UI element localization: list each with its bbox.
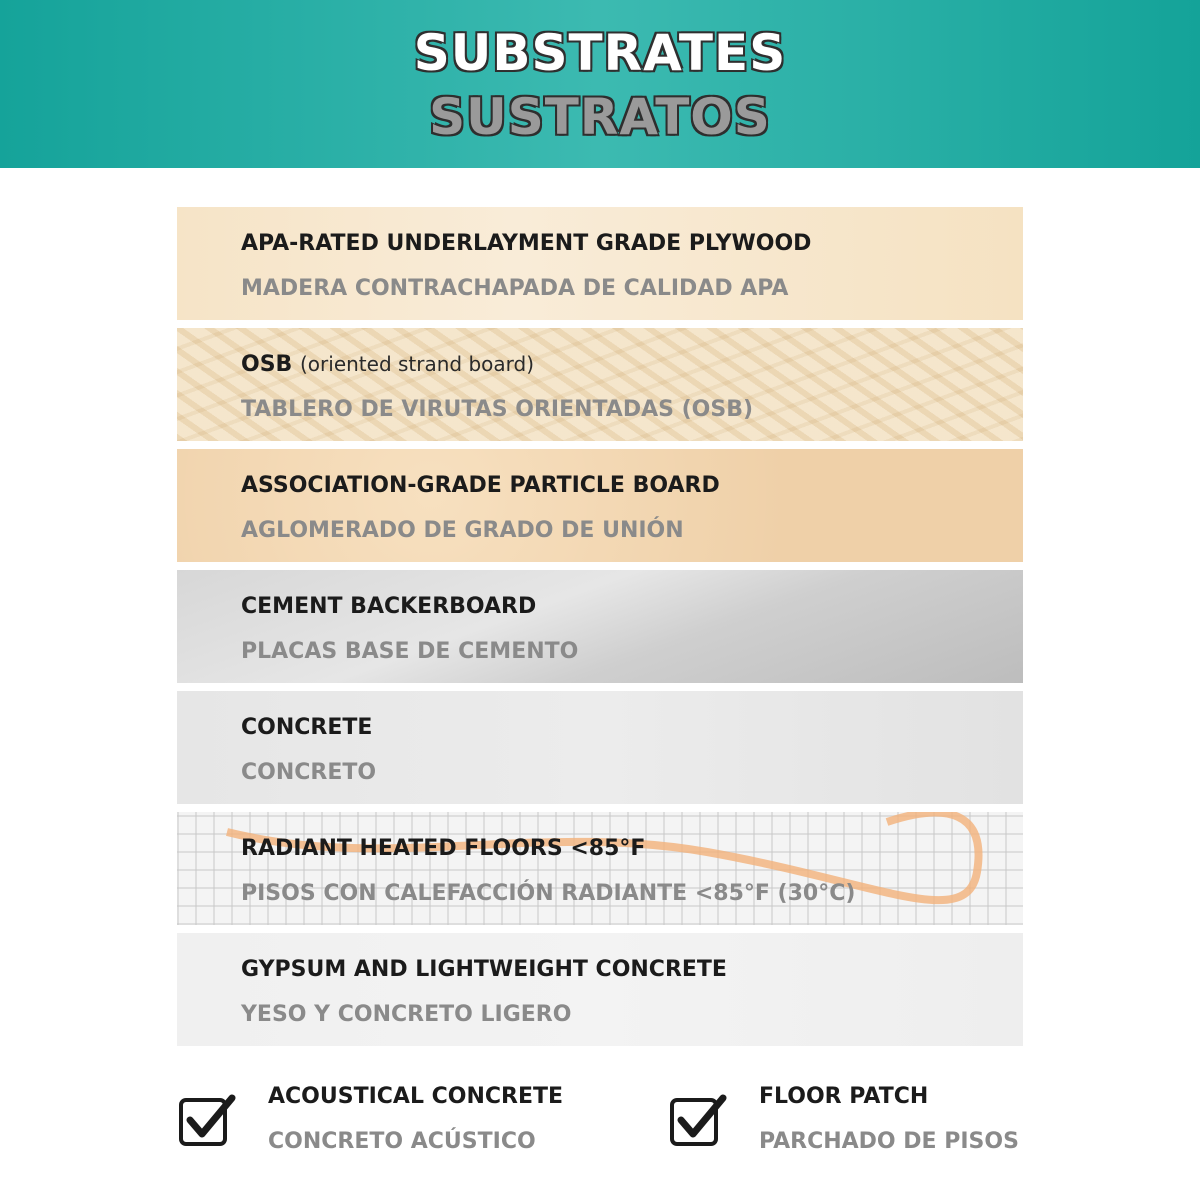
check-label-es: CONCRETO ACÚSTICO — [268, 1129, 536, 1154]
checkbox-checked-icon — [669, 1092, 727, 1150]
check-item-acoustical-concrete — [178, 1080, 598, 1160]
substrate-row-concrete — [177, 691, 1023, 804]
substrate-label-en-main: OSB — [241, 352, 293, 377]
substrate-label-en: RADIANT HEATED FLOORS <85°F — [241, 836, 646, 861]
substrate-label-es: AGLOMERADO DE GRADO DE UNIÓN — [241, 518, 684, 543]
checkbox-checked-icon — [178, 1092, 236, 1150]
substrate-row-radiant-heated — [177, 812, 1023, 925]
check-item-floor-patch — [669, 1080, 1029, 1160]
check-label-es: PARCHADO DE PISOS — [759, 1129, 1019, 1154]
page-title: SUBSTRATES — [413, 24, 787, 82]
substrate-label-en: CONCRETE — [241, 715, 373, 740]
substrate-label-es: PLACAS BASE DE CEMENTO — [241, 639, 579, 664]
substrate-row-osb — [177, 328, 1023, 441]
substrate-row-plywood — [177, 207, 1023, 320]
substrate-label-es: CONCRETO — [241, 760, 377, 785]
substrate-row-particle-board — [177, 449, 1023, 562]
substrate-label-en-note: (oriented strand board) — [300, 352, 535, 376]
substrate-label-en — [241, 352, 534, 377]
check-label-en: ACOUSTICAL CONCRETE — [268, 1084, 564, 1109]
substrate-label-es: TABLERO DE VIRUTAS ORIENTADAS (OSB) — [241, 397, 754, 422]
substrate-label-en: ASSOCIATION-GRADE PARTICLE BOARD — [241, 473, 720, 498]
substrate-label-es: YESO Y CONCRETO LIGERO — [241, 1002, 572, 1027]
substrate-row-gypsum — [177, 933, 1023, 1046]
substrate-row-cement-backerboard — [177, 570, 1023, 683]
substrate-label-en: GYPSUM AND LIGHTWEIGHT CONCRETE — [241, 957, 727, 982]
substrate-label-es: PISOS CON CALEFACCIÓN RADIANTE <85°F (30°C) — [241, 881, 856, 906]
substrate-label-en: APA-RATED UNDERLAYMENT GRADE PLYWOOD — [241, 231, 812, 256]
substrate-label-es: MADERA CONTRACHAPADA DE CALIDAD APA — [241, 276, 789, 301]
substrate-label-en: CEMENT BACKERBOARD — [241, 594, 537, 619]
header-banner — [0, 0, 1200, 168]
check-label-en: FLOOR PATCH — [759, 1084, 929, 1109]
page-subtitle: SUSTRATOS — [429, 88, 771, 146]
heating-cable-graphic — [187, 812, 1007, 925]
